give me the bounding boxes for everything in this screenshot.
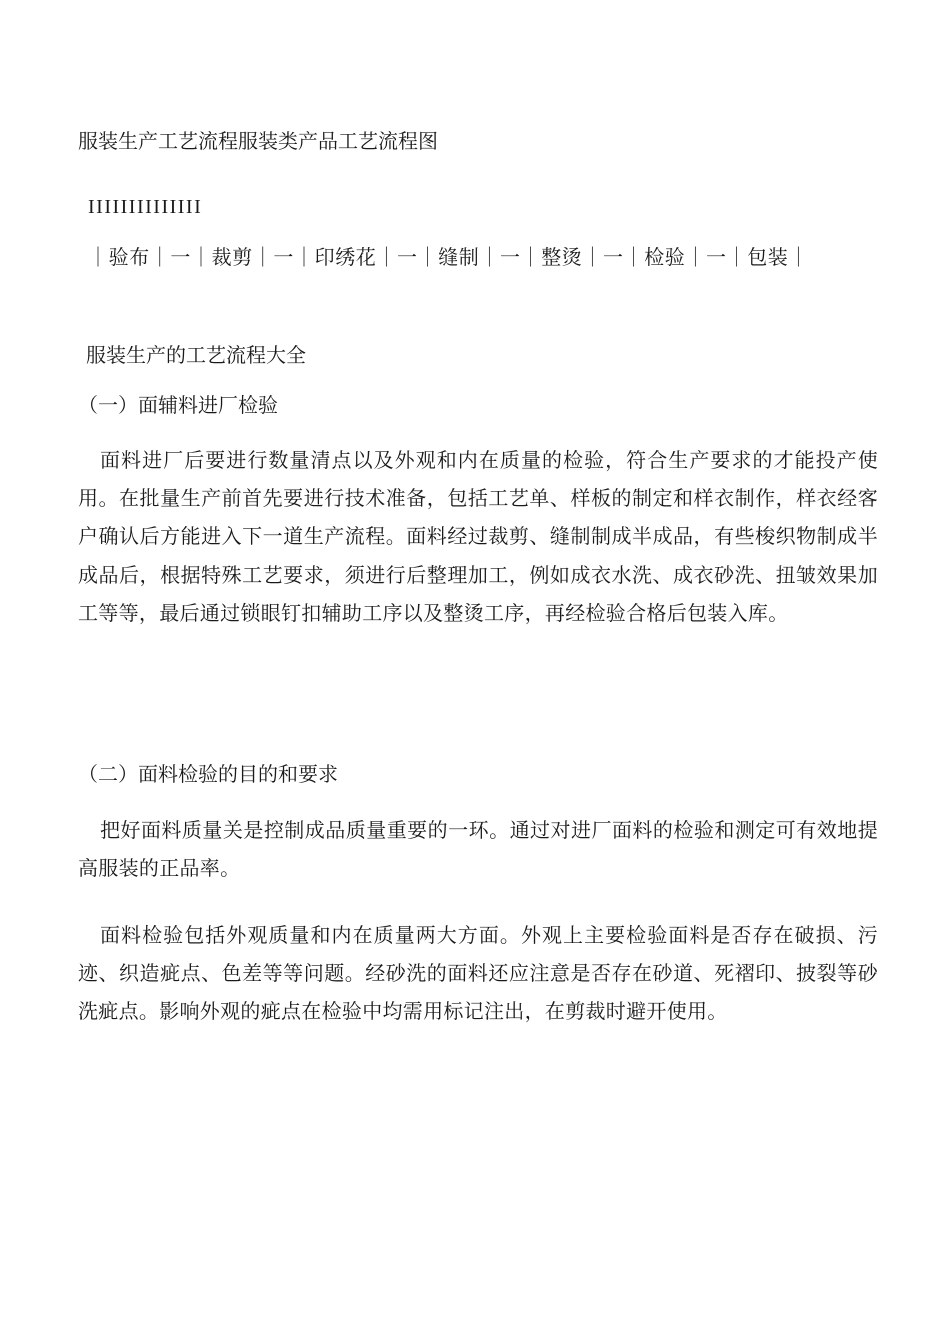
section-title: 服装生产的工艺流程大全 (86, 343, 306, 367)
flow-marks: IIIIIIIIIIIIII (88, 196, 203, 218)
section-heading-2: （二）面料检验的目的和要求 (78, 762, 338, 786)
section-paragraph-3: 面料检验包括外观质量和内在质量两大方面。外观上主要检验面料是否存在破损、污迹、织造疵点、色差等等问题。经砂洗的面料还应注意是否存在砂道、死褶印、披裂等砂洗疵点。影响外观的疵点在检验中均需用标记注出，在剪裁时避开使用。 (78, 923, 878, 1024)
section-paragraph-1: 面料进厂后要进行数量清点以及外观和内在质量的检验，符合生产要求的才能投产使用。在批量生产前首先要进行技术准备，包括工艺单、样板的制定和样衣制作，样衣经客户确认后方能进入下一道生产流程。面料经过裁剪、缝制制成半成品，有些梭织物制成半成品后，根据特殊工艺要求，须进行后整理加工，例如成衣水洗、成衣砂洗、扭皱效果加工等等，最后通过锁眼钉扣辅助工序以及整烫工序，再经检验合格后包装入库。 (78, 448, 878, 625)
section-paragraph-2: 把好面料质量关是控制成品质量重要的一环。通过对进厂面料的检验和测定可有效地提高服装的正品率。 (78, 818, 878, 881)
process-flow-chart: ｜验布｜一｜裁剪｜一｜印绣花｜一｜缝制｜一｜整烫｜一｜检验｜一｜包装｜ (88, 245, 809, 269)
document-title: 服装生产工艺流程服装类产品工艺流程图 (78, 129, 438, 153)
section-heading-1: （一）面辅料进厂检验 (78, 393, 278, 417)
